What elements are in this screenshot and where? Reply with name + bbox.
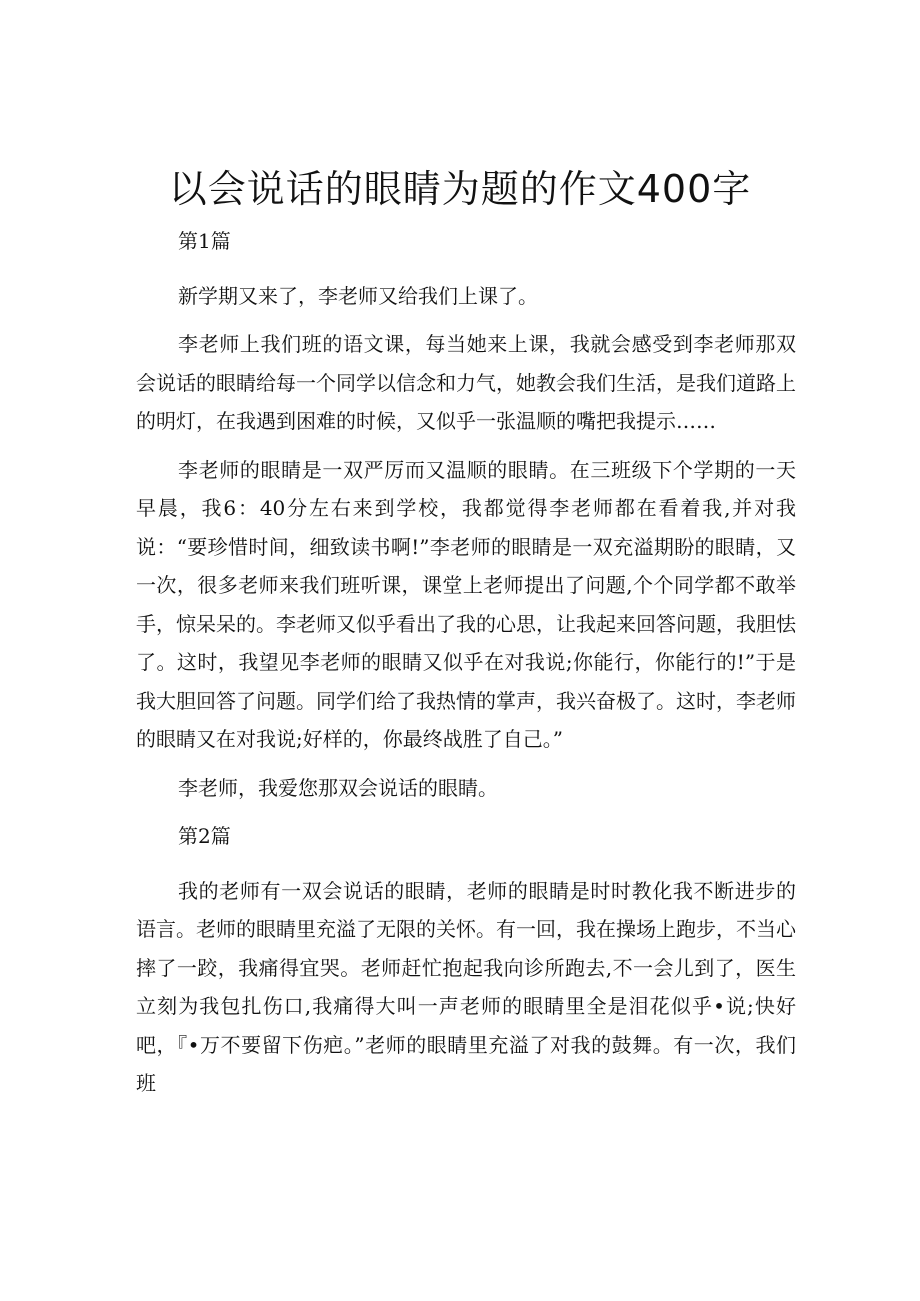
paragraph: 新学期又来了，李老师又给我们上课了。	[178, 283, 538, 308]
document-title: 以会说话的眼睛为题的作文400字	[168, 167, 752, 212]
paragraph: 李老师上我们班的语文课，每当她来上课，我就会感受到李老师那双会说话的眼睛给每一个同学以信念和力气，她教会我们生活，是我们道路上的明灯，在我遇到困难的时候，又似乎一张温顺的嘴把我提示……	[136, 332, 796, 433]
paragraph: 李老师的眼睛是一双严厉而又温顺的眼睛。在三班级下个学期的一天早晨，我6：40分左右来到学校，我都觉得李老师都在看着我,并对我说：“要珍惜时间，细致读书啊!”李老师的眼睛是一双充溢期盼的眼睛，又一次，很多老师来我们班听课，课堂上老师提出了问题,个个同学都不敢举手，惊呆呆的。李老师又似乎看出了我的心思，让我起来回答问题，我胆怯了。这时，我望见李老师的眼睛又似乎在对我说;你能行，你能行的!”于是我大胆回答了问题。同学们给了我热情的掌声，我兴奋极了。这时，李老师的眼睛又在对我说;好样的，你最终战胜了自己。”	[136, 457, 796, 751]
paragraph: 我的老师有一双会说话的眼睛，老师的眼睛是时时教化我不断进步的语言。老师的眼睛里充溢了无限的关怀。有一回，我在操场上跑步，不当心摔了一跤，我痛得宜哭。老师赶忙抱起我向诊所跑去,不一会儿到了，医生立刻为我包扎伤口,我痛得大叫一声老师的眼睛里全是泪花似乎•说;快好吧，『•万不要留下伤疤。”老师的眼睛里充溢了对我的鼓舞。有一次，我们班	[136, 878, 796, 1095]
paragraph: 李老师，我爱您那双会说话的眼睛。	[178, 775, 498, 800]
section-heading-2: 第2篇	[178, 824, 231, 848]
document-body	[136, 222, 796, 1113]
section-heading-1: 第1篇	[178, 229, 231, 253]
